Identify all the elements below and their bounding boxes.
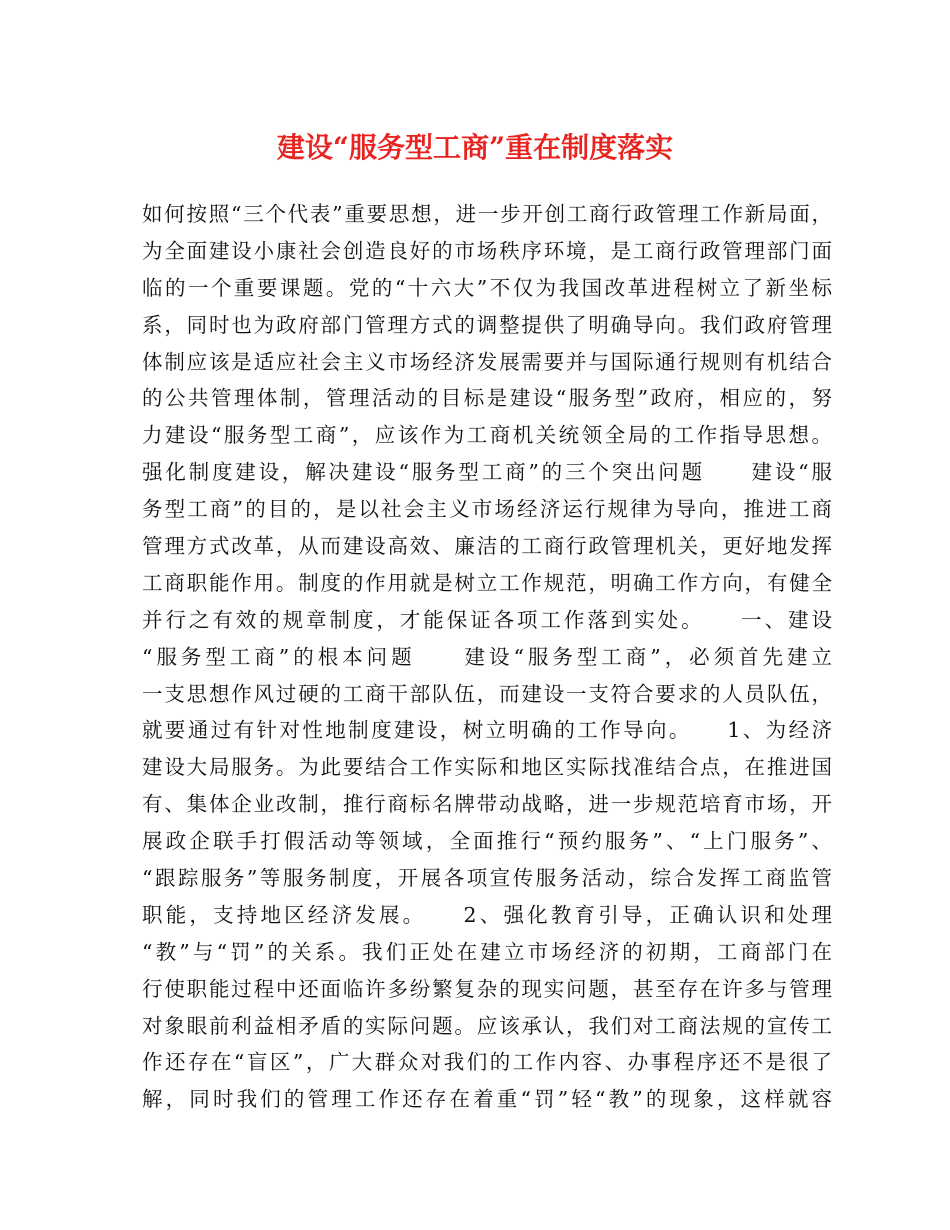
body-line: 工商职能作用。制度的作用就是树立工作规范，明确工作方向，有健全 <box>142 570 832 595</box>
body-line: 展政企联手打假活动等领域，全面推行“预约服务”、“上门服务”、 <box>142 829 832 854</box>
body-line: 力建设“服务型工商”，应该作为工商机关统领全局的工作指导思想。 <box>142 423 832 448</box>
body-line: 对象眼前利益相矛盾的实际问题。应该承认，我们对工商法规的宣传工 <box>142 1013 832 1038</box>
body-line: 作还存在“盲区”，广大群众对我们的工作内容、办事程序还不是很了 <box>142 1050 832 1075</box>
body-line: 为全面建设小康社会创造良好的市场秩序环境，是工商行政管理部门面 <box>142 238 832 263</box>
body-line: 务型工商”的目的，是以社会主义市场经济运行规律为导向，推进工商 <box>142 497 832 522</box>
body-line: 职能，支持地区经济发展。 2、强化教育引导，正确认识和处理 <box>142 902 832 927</box>
body-line: 临的一个重要课题。党的“十六大”不仅为我国改革进程树立了新坐标 <box>142 275 832 300</box>
body-line: 管理方式改革，从而建设高效、廉洁的工商行政管理机关，更好地发挥 <box>142 534 832 559</box>
body-line: “服务型工商”的根本问题 建设“服务型工商”，必须首先建立 <box>142 644 832 669</box>
body-line: 系，同时也为政府部门管理方式的调整提供了明确导向。我们政府管理 <box>142 312 832 337</box>
body-line: 强化制度建设，解决建设“服务型工商”的三个突出问题 建设“服 <box>142 460 832 485</box>
body-line: 并行之有效的规章制度，才能保证各项工作落到实处。 一、建设 <box>142 607 832 632</box>
body-line: 行使职能过程中还面临许多纷繁复杂的现实问题，甚至存在许多与管理 <box>142 976 832 1001</box>
body-line: 建设大局服务。为此要结合工作实际和地区实际找准结合点，在推进国 <box>142 755 832 780</box>
body-line: 一支思想作风过硬的工商干部队伍，而建设一支符合要求的人员队伍， <box>142 681 832 706</box>
document-title: 建设“服务型工商”重在制度落实 <box>276 131 674 164</box>
body-line: 解，同时我们的管理工作还存在着重“罚”轻“教”的现象，这样就容 <box>142 1087 832 1112</box>
body-line: “教”与“罚”的关系。我们正处在建立市场经济的初期，工商部门在 <box>142 939 832 964</box>
body-line: “跟踪服务”等服务制度，开展各项宣传服务活动，综合发挥工商监管 <box>142 866 832 891</box>
body-line: 有、集体企业改制，推行商标名牌带动战略，进一步规范培育市场，开 <box>142 792 832 817</box>
document-body <box>142 196 832 1118</box>
body-line: 就要通过有针对性地制度建设，树立明确的工作导向。 1、为经济 <box>142 718 832 743</box>
body-line: 的公共管理体制，管理活动的目标是建设“服务型”政府，相应的，努 <box>142 386 832 411</box>
body-line: 如何按照“三个代表”重要思想，进一步开创工商行政管理工作新局面， <box>142 202 832 226</box>
body-line: 体制应该是适应社会主义市场经济发展需要并与国际通行规则有机结合 <box>142 349 832 374</box>
